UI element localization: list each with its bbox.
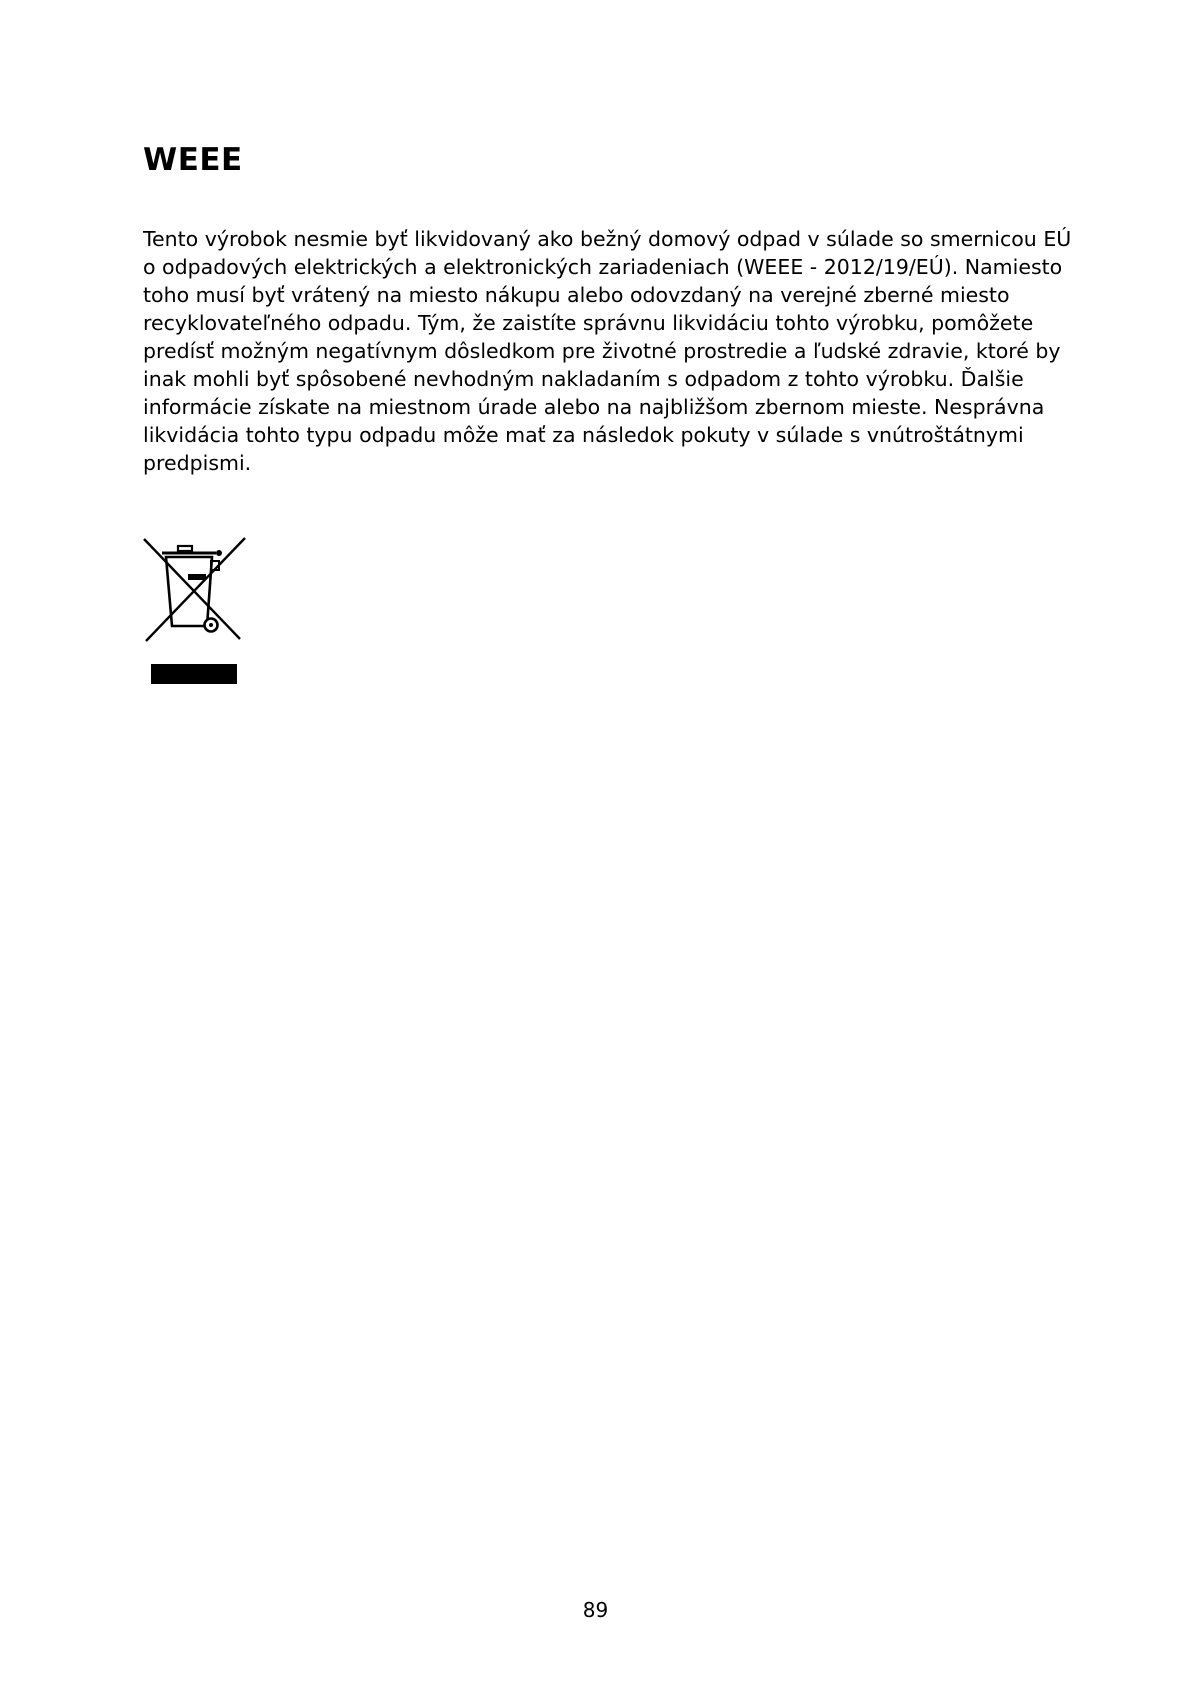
paragraph-line: likvidácia tohto typu odpadu môže mať za následok pokuty v súlade s vnútroštátnymi <box>143 423 1024 447</box>
paragraph-line: predpismi. <box>143 451 252 475</box>
page-title: WEEE <box>143 142 243 178</box>
paragraph-line: informácie získate na miestnom úrade alebo na najbližšom zbernom mieste. Nesprávna <box>143 395 1045 419</box>
paragraph-line: Tento výrobok nesmie byť likvidovaný ako bežný domový odpad v súlade so smernicou EÚ <box>143 227 1072 251</box>
weee-paragraph <box>143 225 1073 477</box>
paragraph-line: recyklovateľného odpadu. Tým, že zaistíte správnu likvidáciu tohto výrobku, pomôžete <box>143 311 1034 335</box>
crossed-out-wheelie-bin-icon <box>142 537 246 685</box>
page-number: 89 <box>582 1598 609 1622</box>
paragraph-line: toho musí byť vrátený na miesto nákupu alebo odovzdaný na verejné zberné miesto <box>143 283 1010 307</box>
paragraph-line: predísť možným negatívnym dôsledkom pre životné prostredie a ľudské zdravie, ktoré by <box>143 339 1061 363</box>
paragraph-line: o odpadových elektrických a elektronických zariadeniach (WEEE - 2012/19/EÚ). Namiesto <box>143 255 1063 279</box>
paragraph-line: inak mohli byť spôsobené nevhodným nakladaním s odpadom z tohto výrobku. Ďalšie <box>143 367 1024 391</box>
